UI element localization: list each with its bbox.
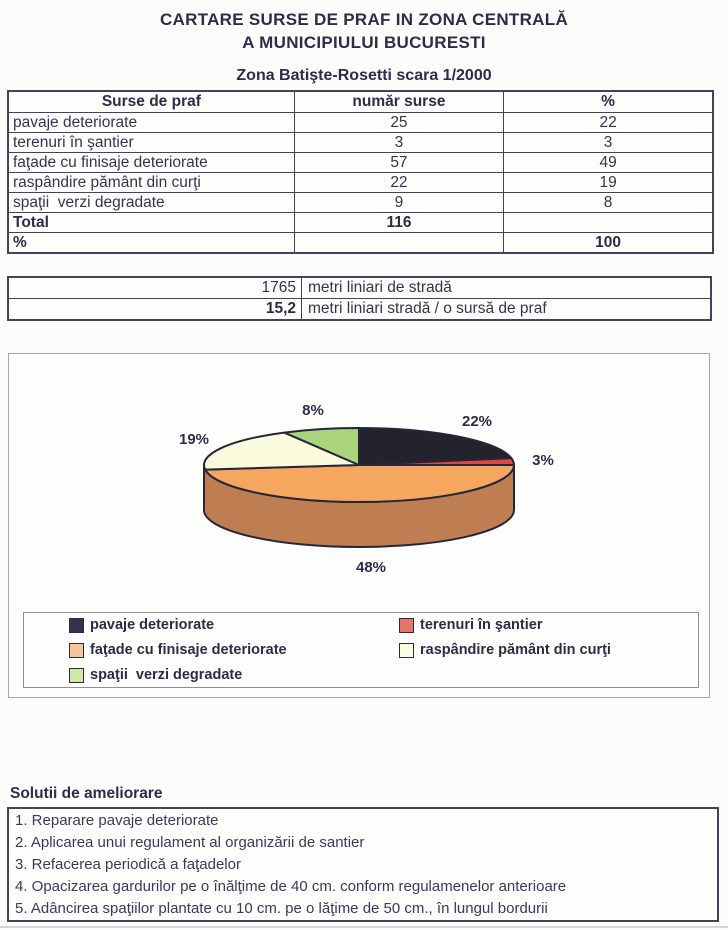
- solutions-box: [7, 807, 719, 922]
- pie-label: 19%: [178, 431, 210, 448]
- cell-source-label: faţade cu finisaje deteriorate: [8, 153, 294, 173]
- table-row: [8, 113, 713, 133]
- cell-street-value: 1765: [8, 277, 302, 299]
- page-title-line2: A MUNICIPIULUI BUCURESTI: [242, 33, 486, 52]
- cell-source-label: pavaje deteriorate: [8, 113, 294, 133]
- solution-item: 1. Reparare pavaje deteriorate: [15, 812, 219, 829]
- cell-source-count: 3: [294, 133, 503, 153]
- table-row: [8, 153, 713, 173]
- dust-sources-table: [7, 90, 714, 254]
- legend-item: [399, 614, 698, 636]
- table-row: [8, 233, 713, 254]
- pie-label: 3%: [532, 452, 554, 469]
- cell-source-percent: 3: [504, 133, 713, 153]
- header-percent: %: [504, 91, 713, 113]
- solution-item: 3. Refacerea periodică a faţadelor: [15, 856, 241, 873]
- cell-source-label: Total: [8, 213, 294, 233]
- pie-chart-panel: [8, 353, 710, 698]
- legend-swatch-icon: [399, 618, 414, 633]
- table-row: [8, 277, 711, 299]
- zone-subtitle: Zona Batişte-Rosetti scara 1/2000: [236, 67, 492, 84]
- table-row: [8, 213, 713, 233]
- legend-swatch-icon: [69, 618, 84, 633]
- legend-label: spaţii verzi degradate: [90, 667, 243, 683]
- street-meters-table: [7, 276, 712, 321]
- header-sources: Surse de praf: [8, 91, 294, 113]
- cell-source-count: 22: [294, 173, 503, 193]
- legend-item: [69, 614, 399, 636]
- pie-label: 22%: [461, 413, 493, 430]
- solutions-heading: Solutii de ameliorare: [10, 785, 163, 802]
- cell-source-count: 57: [294, 153, 503, 173]
- legend-label: faţade cu finisaje deteriorate: [90, 642, 287, 658]
- legend-swatch-icon: [399, 643, 414, 658]
- cell-source-label: raspândire pământ din curţi: [8, 173, 294, 193]
- table-row: [8, 299, 711, 321]
- legend-item: [399, 639, 698, 661]
- cell-source-percent: 8: [504, 193, 713, 213]
- legend-label: raspândire pământ din curţi: [420, 642, 611, 658]
- legend-label: pavaje deteriorate: [90, 617, 215, 633]
- table-row: [8, 193, 713, 213]
- cell-source-percent: 22: [504, 113, 713, 133]
- cell-source-count: 25: [294, 113, 503, 133]
- cell-source-count: 116: [294, 213, 503, 233]
- pie-chart: [9, 354, 709, 604]
- cell-source-count: [294, 233, 503, 254]
- cell-street-text: metri liniari stradă / o sursă de praf: [302, 299, 712, 321]
- cell-source-percent: 49: [504, 153, 713, 173]
- table-header-row: [8, 91, 713, 113]
- legend-item: [69, 639, 399, 661]
- table-row: [8, 133, 713, 153]
- solution-item: 5. Adâncirea spaţiilor plantate cu 10 cm. pe o lăţime de 50 cm., în lungul bordurii: [15, 900, 548, 917]
- chart-legend: [23, 612, 699, 688]
- header-count: număr surse: [294, 91, 503, 113]
- cell-street-value: 15,2: [8, 299, 302, 321]
- solution-item: 4. Opacizarea gardurilor pe o înălţime de 40 cm. conform regulamenelor anterioare: [15, 878, 567, 895]
- cell-source-percent: 19: [504, 173, 713, 193]
- scan-artifact-line: [0, 926, 728, 928]
- cell-source-percent: 100: [504, 233, 713, 254]
- cell-street-text: metri liniari de stradă: [302, 277, 712, 299]
- cell-source-count: 9: [294, 193, 503, 213]
- cell-source-label: spaţii verzi degradate: [8, 193, 294, 213]
- legend-item: [69, 664, 399, 686]
- legend-swatch-icon: [69, 668, 84, 683]
- pie-label: 8%: [302, 402, 324, 419]
- solution-item: 2. Aplicarea unui regulament al organizării de santier: [15, 834, 365, 851]
- page-title: [0, 8, 728, 54]
- page-title-line1: CARTARE SURSE DE PRAF IN ZONA CENTRALĂ: [159, 10, 569, 29]
- cell-source-label: %: [8, 233, 294, 254]
- cell-source-label: terenuri în şantier: [8, 133, 294, 153]
- legend-label: terenuri în şantier: [420, 617, 543, 633]
- legend-swatch-icon: [69, 643, 84, 658]
- table-row: [8, 173, 713, 193]
- pie-label: 48%: [355, 559, 387, 576]
- cell-source-percent: [504, 213, 713, 233]
